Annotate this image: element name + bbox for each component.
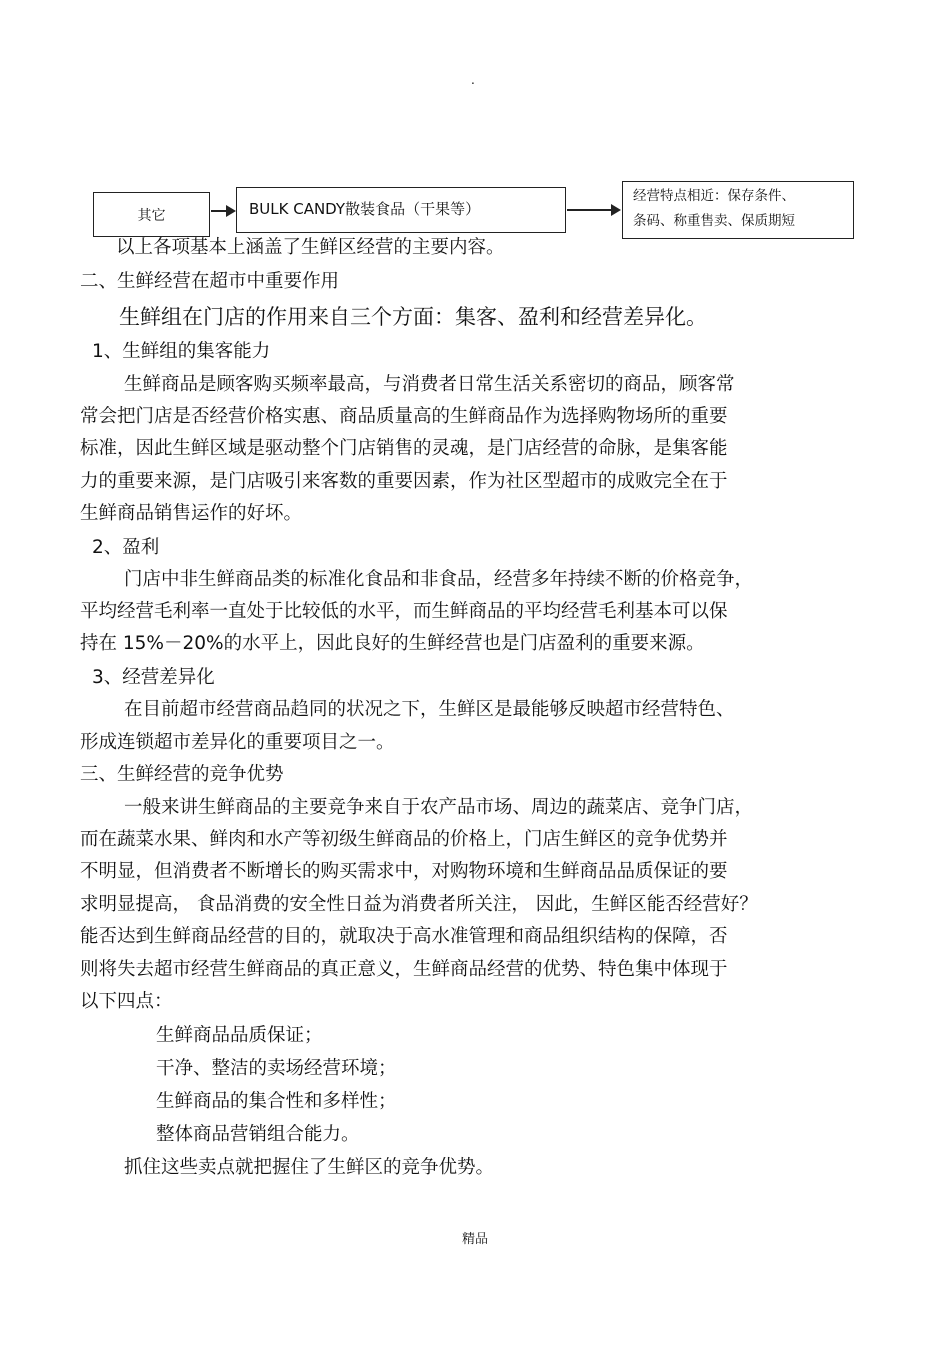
diagram-box-features [622, 181, 854, 239]
list-item: 干净、整洁的卖场经营环境； [156, 1058, 397, 1079]
paragraph-line: 在目前超市经营商品趋同的状况之下，生鲜区是最能够反映超市经营特色、 [124, 699, 735, 720]
section-heading: 三、生鲜经营的竞争优势 [80, 764, 284, 785]
paragraph-line: 生鲜商品销售运作的好坏。 [80, 503, 303, 524]
subsection-heading: 2、盈利 [92, 537, 160, 558]
list-item: 生鲜商品品质保证； [156, 1025, 323, 1046]
paragraph-line: 生鲜组在门店的作用来自三个方面：集客、盈利和经营差异化。 [119, 305, 707, 329]
subsection-heading: 1、生鲜组的集客能力 [92, 341, 271, 362]
diagram-feature-line-2: 条码、称重售卖、保质期短 [633, 213, 795, 229]
paragraph-line: 持在 15%－20%的水平上，因此良好的生鲜经营也是门店盈利的重要来源。 [80, 633, 705, 654]
paragraph-line: 标准，因此生鲜区域是驱动整个门店销售的灵魂，是门店经营的命脉，是集客能 [80, 438, 728, 459]
paragraph-line: 而在蔬菜水果、鲜肉和水产等初级生鲜商品的价格上，门店生鲜区的竞争优势并 [80, 829, 728, 850]
paragraph-line: 门店中非生鲜商品类的标准化食品和非食品，经营多年持续不断的价格竞争， [124, 569, 754, 590]
subsection-heading: 3、经营差异化 [92, 667, 215, 688]
diagram-box-bulk-candy: BULK CANDY散装食品（干果等） [236, 187, 566, 233]
paragraph-line: 抓住这些卖点就把握住了生鲜区的竞争优势。 [124, 1157, 495, 1178]
section-heading: 二、生鲜经营在超市中重要作用 [80, 271, 340, 292]
diagram-arrow-1 [211, 210, 234, 212]
paragraph-line: 以下四点： [80, 991, 173, 1012]
paragraph-line: 一般来讲生鲜商品的主要竞争来自于农产品市场、周边的蔬菜店、竞争门店， [124, 797, 754, 818]
diagram-arrow-2 [567, 209, 619, 211]
header-dot: . [471, 73, 475, 87]
paragraph-line: 能否达到生鲜商品经营的目的，就取决于高水准管理和商品组织结构的保障，否 [80, 926, 728, 947]
paragraph-line: 则将失去超市经营生鲜商品的真正意义，生鲜商品经营的优势、特色集中体现于 [80, 959, 728, 980]
diagram-feature-line-1: 经营特点相近：保存条件、 [633, 188, 795, 204]
paragraph-line: 常会把门店是否经营价格实惠、商品质量高的生鲜商品作为选择购物场所的重要 [80, 406, 728, 427]
list-item: 生鲜商品的集合性和多样性； [156, 1091, 397, 1112]
diagram-box-other: 其它 [93, 192, 210, 237]
paragraph-line: 力的重要来源，是门店吸引来客数的重要因素，作为社区型超市的成败完全在于 [80, 471, 728, 492]
paragraph-line: 平均经营毛利率一直处于比较低的水平，而生鲜商品的平均经营毛利基本可以保 [80, 601, 728, 622]
paragraph-line: 形成连锁超市差异化的重要项目之一。 [80, 732, 395, 753]
list-item: 整体商品营销组合能力。 [156, 1124, 360, 1145]
paragraph-line: 不明显，但消费者不断增长的购买需求中，对购物环境和生鲜商品品质保证的要 [80, 861, 728, 882]
footer-label: 精品 [461, 1232, 488, 1247]
paragraph-line: 求明显提高， 食品消费的安全性日益为消费者所关注， 因此，生鲜区能否经营好？ [80, 894, 758, 915]
paragraph-line: 生鲜商品是顾客购买频率最高，与消费者日常生活关系密切的商品，顾客常 [124, 374, 735, 395]
paragraph-line: 以上各项基本上涵盖了生鲜区经营的主要内容。 [116, 237, 505, 258]
